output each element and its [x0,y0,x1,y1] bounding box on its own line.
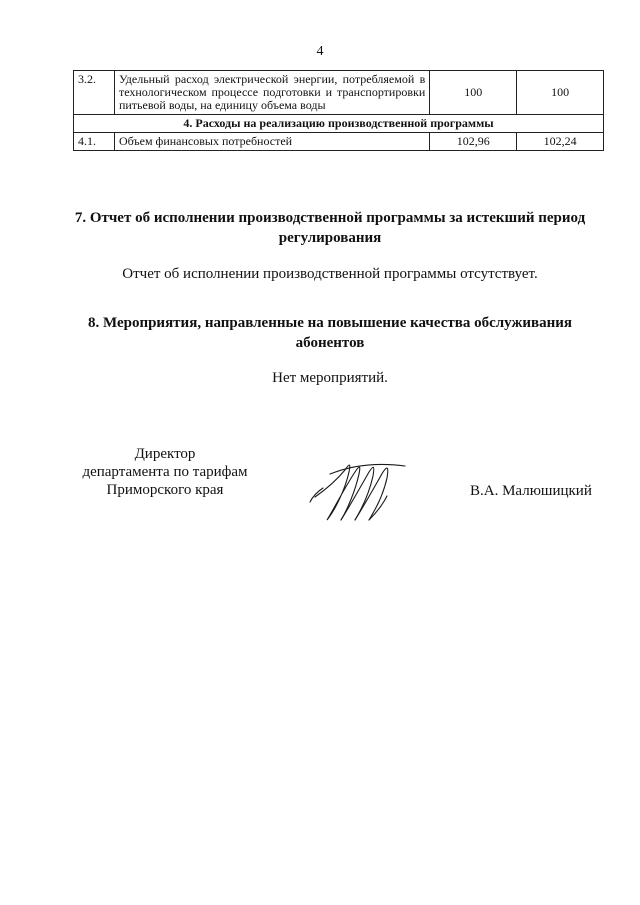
program-table [73,70,604,151]
row-value-1: 102,96 [430,133,517,151]
row-name: Удельный расход электрической энергии, потребляемой в технологическом процессе подготовки и транспортировки питьевой воды, на единицу объема воды [114,71,429,115]
row-number: 4.1. [74,133,115,151]
section-7-text: Отчет об исполнении производственной программы отсутствует. [122,266,538,282]
row-value-2: 102,24 [517,133,604,151]
section-title: 4. Расходы на реализацию производственной программы [74,115,604,133]
table-section-row [74,115,604,133]
table-row [74,133,604,151]
position-line-2: департамента по тарифам [82,464,248,480]
page-number: 4 [316,44,324,59]
row-value-1: 100 [430,71,517,115]
row-name: Объем финансовых потребностей [114,133,429,151]
signatory-position [70,445,260,499]
section-8-heading: 8. Мероприятия, направленные на повышение качества обслуживания абонентов [87,315,572,351]
section-8-text: Нет мероприятий. [272,370,388,386]
table-row [74,71,604,115]
row-number: 3.2. [74,71,115,115]
section-7-heading: 7. Отчет об исполнении производственной программы за истекший период регулирования [74,210,586,246]
row-value-2: 100 [517,71,604,115]
handwritten-signature [305,452,425,527]
position-line-1: Директор [134,446,196,462]
signatory-name: В.А. Малюшицкий [470,483,592,499]
position-line-3: Приморского края [106,482,224,498]
